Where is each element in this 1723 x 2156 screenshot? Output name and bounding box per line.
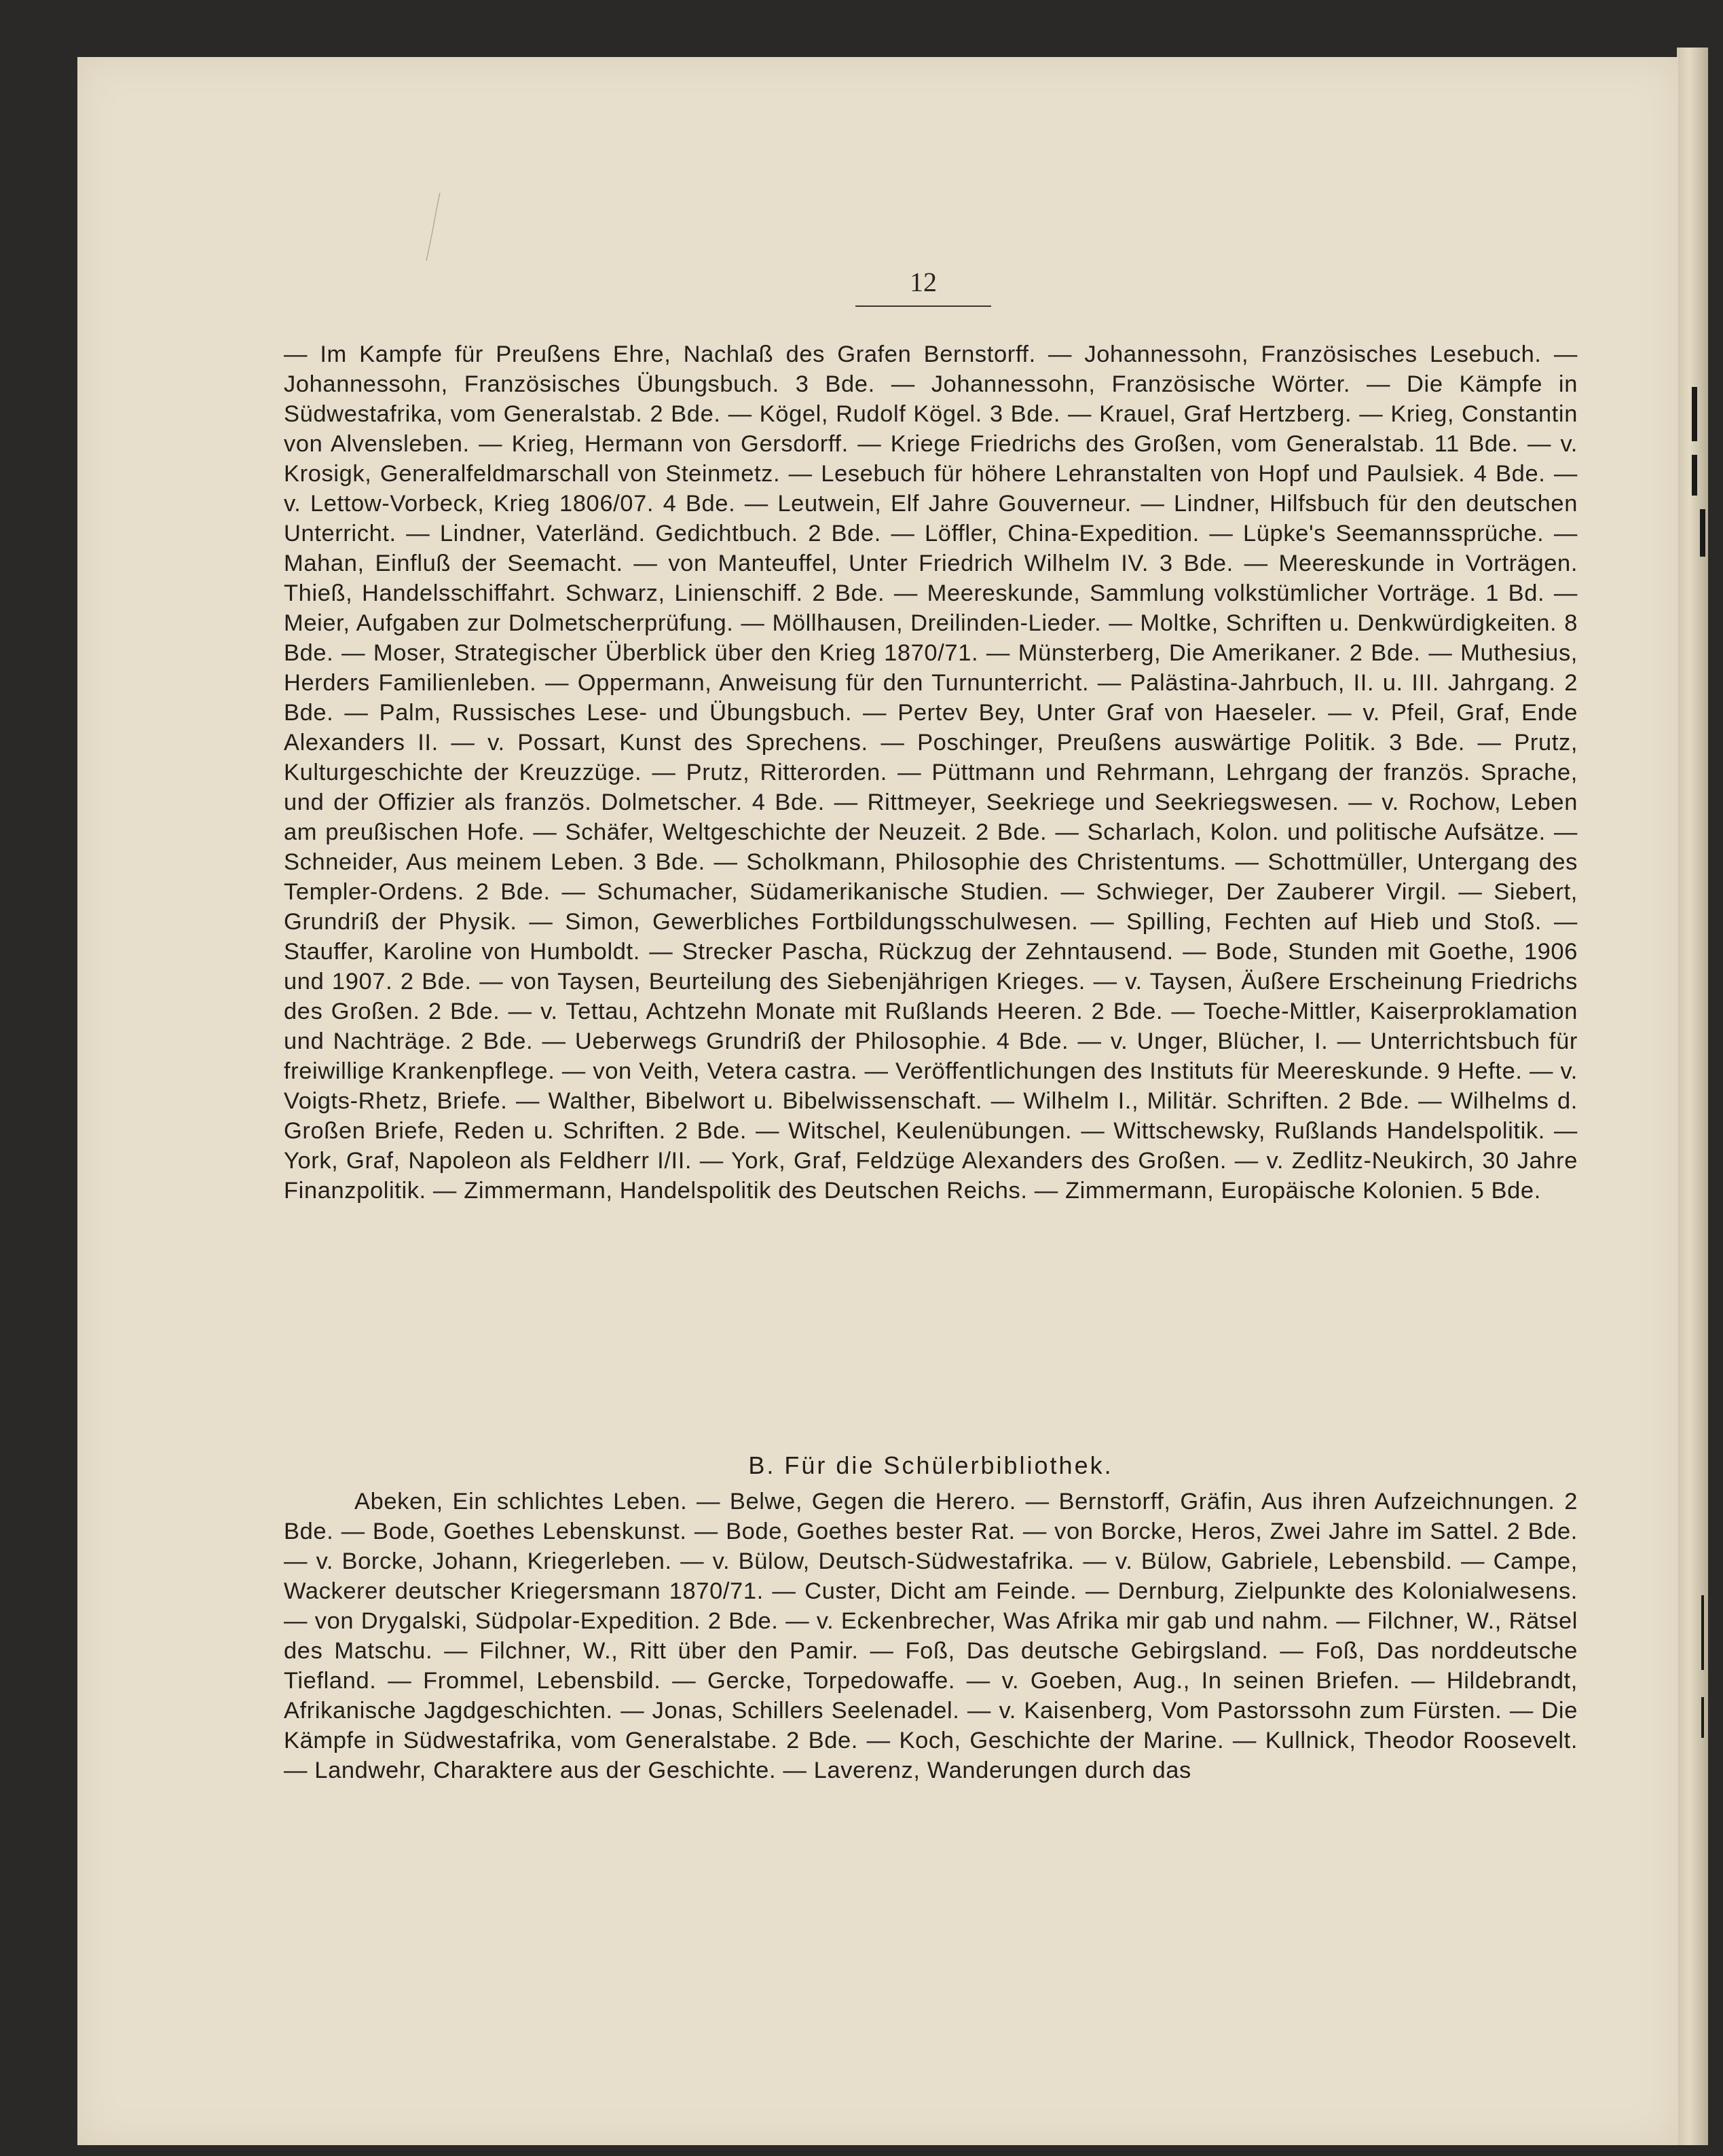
edge-tab-mark [1701, 1697, 1704, 1738]
edge-tab-mark [1692, 455, 1697, 496]
edge-tab-mark [1701, 1595, 1704, 1670]
edge-tab-mark [1692, 387, 1697, 441]
pencil-mark [421, 190, 448, 265]
edge-tab-mark [1700, 509, 1705, 557]
page-edge [1677, 48, 1708, 2145]
page-number-rule [855, 305, 991, 307]
section-a-text: — Im Kampfe für Preußens Ehre, Nachlaß des Grafen Bernstorff. — Johannessohn, Französisches Lesebuch. — Johannessohn, Französisches Übungsbuch. 3 Bde. — Johannessohn, Französische Wörter. — Die Kämpfe in Südwestafrika, vom Generalstab. 2 Bde. — Kögel, Rudolf Kögel. 3 Bde. — Krauel, Graf Hertzberg. — Krieg, Constantin von Alvensleben. — Krieg, Hermann von Gersdorff. — Kriege Friedrichs des Großen, vom Generalstab. 11 Bde. — v. Krosigk, Generalfeldmarschall von Steinmetz. — Lesebuch für höhere Lehranstalten von Hopf und Paulsiek. 4 Bde. — v. Lettow-Vorbeck, Krieg 1806/07. 4 Bde. — Leutwein, Elf Jahre Gouverneur. — Lindner, Hilfsbuch für den deutschen Unterricht. — Lindner, Vaterländ. Gedichtbuch. 2 Bde. — Löffler, China-Expedition. — Lüpke's Seemannssprüche. — Mahan, Einfluß der Seemacht. — von Manteuffel, Unter Friedrich Wilhelm IV. 3 Bde. — Meereskunde in Vorträgen. Thieß, Handelsschiffahrt. Schwarz, Linienschiff. 2 Bde. — Meereskunde, Sammlung volkstümlicher Vorträge. 1 Bd. — Meier, Aufgaben zur Dolmetscherprüfung. — Möllhausen, Dreilinden-Lieder. — Moltke, Schriften u. Denkwürdigkeiten. 8 Bde. — Moser, Strategischer Überblick über den Krieg 1870/71. — Münsterberg, Die Amerikaner. 2 Bde. — Muthesius, Herders Familienleben. — Oppermann, Anweisung für den Turnunterricht. — Palästina-Jahrbuch, II. u. III. Jahrgang. 2 Bde. — Palm, Russisches Lese- und Übungsbuch. — Pertev Bey, Unter Graf von Haeseler. — v. Pfeil, Graf, Ende Alexanders II. — v. Possart, Kunst des Sprechens. — Poschinger, Preußens auswärtige Politik. 3 Bde. — Prutz, Kulturgeschichte der Kreuzzüge. — Prutz, Ritterorden. — Püttmann und Rehrmann, Lehrgang der französ. Sprache, und der Offizier als französ. Dolmetscher. 4 Bde. — Rittmeyer, Seekriege und Seekriegswesen. — v. Rochow, Leben am preußischen Hofe. — Schäfer, Weltgeschichte der Neuzeit. 2 Bde. — Scharlach, Kolon. und politische Aufsätze. — Schneider, Aus meinem Leben. 3 Bde. — Scholkmann, Philosophie des Christentums. — Schottmüller, Untergang des Templer-Ordens. 2 Bde. — Schumacher, Südamerikanische Studien. — Schwieger, Der Zauberer Virgil. — Siebert, Grundriß der Physik. — Simon, Gewerbliches Fortbildungsschulwesen. — Spilling, Fechten auf Hieb und Stoß. — Stauffer, Karoline von Humboldt. — Strecker Pascha, Rückzug der Zehntausend. — Bode, Stunden mit Goethe, 1906 und 1907. 2 Bde. — von Taysen, Beurteilung des Siebenjährigen Krieges. — v. Taysen, Äußere Erscheinung Friedrichs des Großen. 2 Bde. — v. Tettau, Achtzehn Monate mit Rußlands Heeren. 2 Bde. — Toeche-Mittler, Kaiserproklamation und Nachträge. 2 Bde. — Ueberwegs Grundriß der Philosophie. 4 Bde. — v. Unger, Blücher, I. — Unterrichtsbuch für freiwillige Krankenpflege. — von Veith, Vetera castra. — Veröffentlichungen des Instituts für Meereskunde. 9 Hefte. — v. Voigts-Rhetz, Briefe. — Walther, Bibelwort u. Bibelwissenschaft. — Wilhelm I., Militär. Schriften. 2 Bde. — Wilhelms d. Großen Briefe, Reden u. Schriften. 2 Bde. — Witschel, Keulenübungen. — Wittschewsky, Rußlands Handelspolitik. — York, Graf, Napoleon als Feldherr I/II. — York, Graf, Feldzüge Alexanders des Großen. — v. Zedlitz-Neukirch, 30 Jahre Finanzpolitik. — Zimmermann, Handelspolitik des Deutschen Reichs. — Zimmermann, Europäische Kolonien. 5 Bde. [284, 341, 1578, 1204]
page-number: 12 [910, 267, 937, 297]
section-b-text: Abeken, Ein schlichtes Leben. — Belwe, Gegen die Herero. — Bernstorff, Gräfin, Aus ihren Aufzeichnungen. 2 Bde. — Bode, Goethes Lebenskunst. — Bode, Goethes bester Rat. — von Borcke, Heros, Zwei Jahre im Sattel. 2 Bde. — v. Borcke, Johann, Kriegerleben. — v. Bülow, Deutsch-Südwestafrika. — v. Bülow, Gabriele, Lebensbild. — Campe, Wackerer deutscher Kriegersmann 1870/71. — Custer, Dicht am Feinde. — Dernburg, Zielpunkte des Kolonialwesens. — von Drygalski, Südpolar-Expedition. 2 Bde. — v. Eckenbrecher, Was Afrika mir gab und nahm. — Filchner, W., Rätsel des Matschu. — Filchner, W., Ritt über den Pamir. — Foß, Das deutsche Gebirgsland. — Foß, Das norddeutsche Tiefland. — Frommel, Lebensbild. — Gercke, Torpedowaffe. — v. Goeben, Aug., In seinen Briefen. — Hildebrandt, Afrikanische Jagdgeschichten. — Jonas, Schillers Seelenadel. — v. Kaisenberg, Vom Pastorssohn zum Fürsten. — Die Kämpfe in Südwestafrika, vom Generalstabe. 2 Bde. — Koch, Geschichte der Marine. — Kullnick, Theodor Roosevelt. — Landwehr, Charaktere aus der Geschichte. — Laverenz, Wanderungen durch das [284, 1489, 1578, 1783]
section-b-heading: B. Für die Schülerbibliothek. [748, 1451, 1113, 1479]
